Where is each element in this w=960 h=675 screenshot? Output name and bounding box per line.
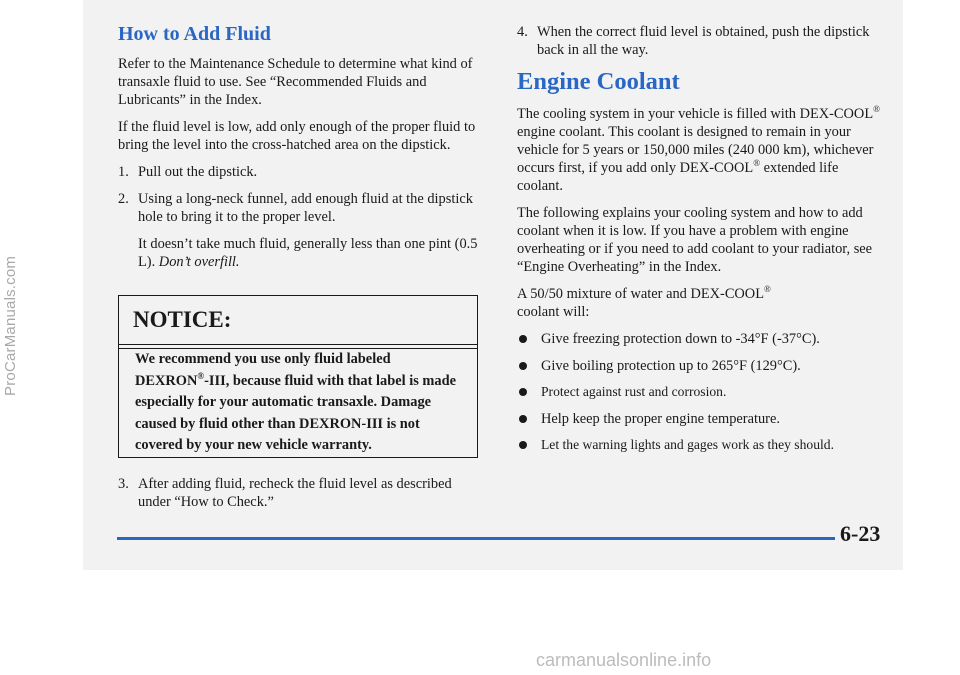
notice-text: We recommend you use only fluid labeled DEXRON®-III, because fluid with that label is made especially for your automatic transaxle. Damage caused by fluid other than DEXRON-III is not covered by your new vehicle warranty. <box>135 351 456 453</box>
registered-mark: ® <box>873 104 880 115</box>
side-watermark: ProCarManuals.com <box>2 255 19 396</box>
engine-coolant-heading: Engine Coolant <box>517 68 680 95</box>
step-3 <box>118 475 478 511</box>
list-item: Help keep the proper engine temperature. <box>517 410 887 428</box>
list-item: Protect against rust and corrosion. <box>517 383 887 401</box>
registered-mark: ® <box>764 284 771 295</box>
paragraph-mixture: A 50/50 mixture of water and DEX-COOL® coolant will: <box>517 284 771 320</box>
step-number: 1. <box>118 164 129 180</box>
page-number: 6-23 <box>840 521 881 546</box>
step-text: Pull out the dipstick. <box>138 164 258 180</box>
coolant-benefits-list <box>517 330 887 454</box>
paragraph-cooling-system: The following explains your cooling system and how to add coolant when it is low. If you have a problem with engine overheating or if you need to add coolant to your radiator, see “Engine Overheating” in the Index. <box>517 205 873 275</box>
registered-mark: ® <box>753 158 761 169</box>
step-1 <box>118 163 480 181</box>
note-emphasis: Don’t overfill. <box>158 254 240 270</box>
step-number: 4. <box>517 24 528 40</box>
left-column <box>118 23 480 280</box>
step-2 <box>118 190 480 226</box>
bullet-icon <box>519 388 527 396</box>
notice-title: NOTICE: <box>133 307 232 332</box>
bullet-icon <box>519 335 527 343</box>
step-2-note <box>118 235 480 271</box>
step-4 <box>517 23 887 59</box>
list-item: Let the warning lights and gages work as they should. <box>517 436 887 454</box>
paragraph-fluid-low: If the fluid level is low, add only enough of the proper fluid to bring the level into the cross-hatched area on the dipstick. <box>118 119 476 153</box>
bottom-watermark: carmanualsonline.info <box>536 650 712 670</box>
paragraph-fluid-type: Refer to the Maintenance Schedule to determine what kind of transaxle fluid to use. See “Recommended Fluids and Lubricants” in the Index. <box>118 56 473 108</box>
footer-rule <box>117 537 835 540</box>
notice-box <box>118 295 478 458</box>
step-3-container <box>118 475 478 520</box>
bullet-icon <box>519 441 527 449</box>
how-to-add-fluid-heading: How to Add Fluid <box>118 23 271 45</box>
note-text: It doesn’t take much fluid, generally less than one pint (0.5 L). <box>138 236 478 270</box>
step-text: After adding fluid, recheck the fluid level as described under “How to Check.” <box>138 476 452 510</box>
list-item: Give freezing protection down to -34°F (-37°C). <box>517 330 887 348</box>
bullet-icon <box>519 415 527 423</box>
bullet-icon <box>519 362 527 370</box>
step-text: When the correct fluid level is obtained, push the dipstick back in all the way. <box>537 24 870 58</box>
step-text: Using a long-neck funnel, add enough fluid at the dipstick hole to bring it to the proper level. <box>138 191 473 225</box>
right-column <box>517 23 887 463</box>
step-number: 3. <box>118 476 129 492</box>
step-number: 2. <box>118 191 129 207</box>
list-item: Give boiling protection up to 265°F (129°C). <box>517 357 887 375</box>
notice-divider <box>119 344 477 345</box>
paragraph-coolant-intro: The cooling system in your vehicle is filled with DEX-COOL® engine coolant. This coolant is designed to remain in your vehicle for 5 years or 150,000 miles (240 000 km), whichever occurs first, if you add only DEX-COOL® extended life coolant. <box>517 104 880 194</box>
registered-mark: ® <box>197 370 205 381</box>
